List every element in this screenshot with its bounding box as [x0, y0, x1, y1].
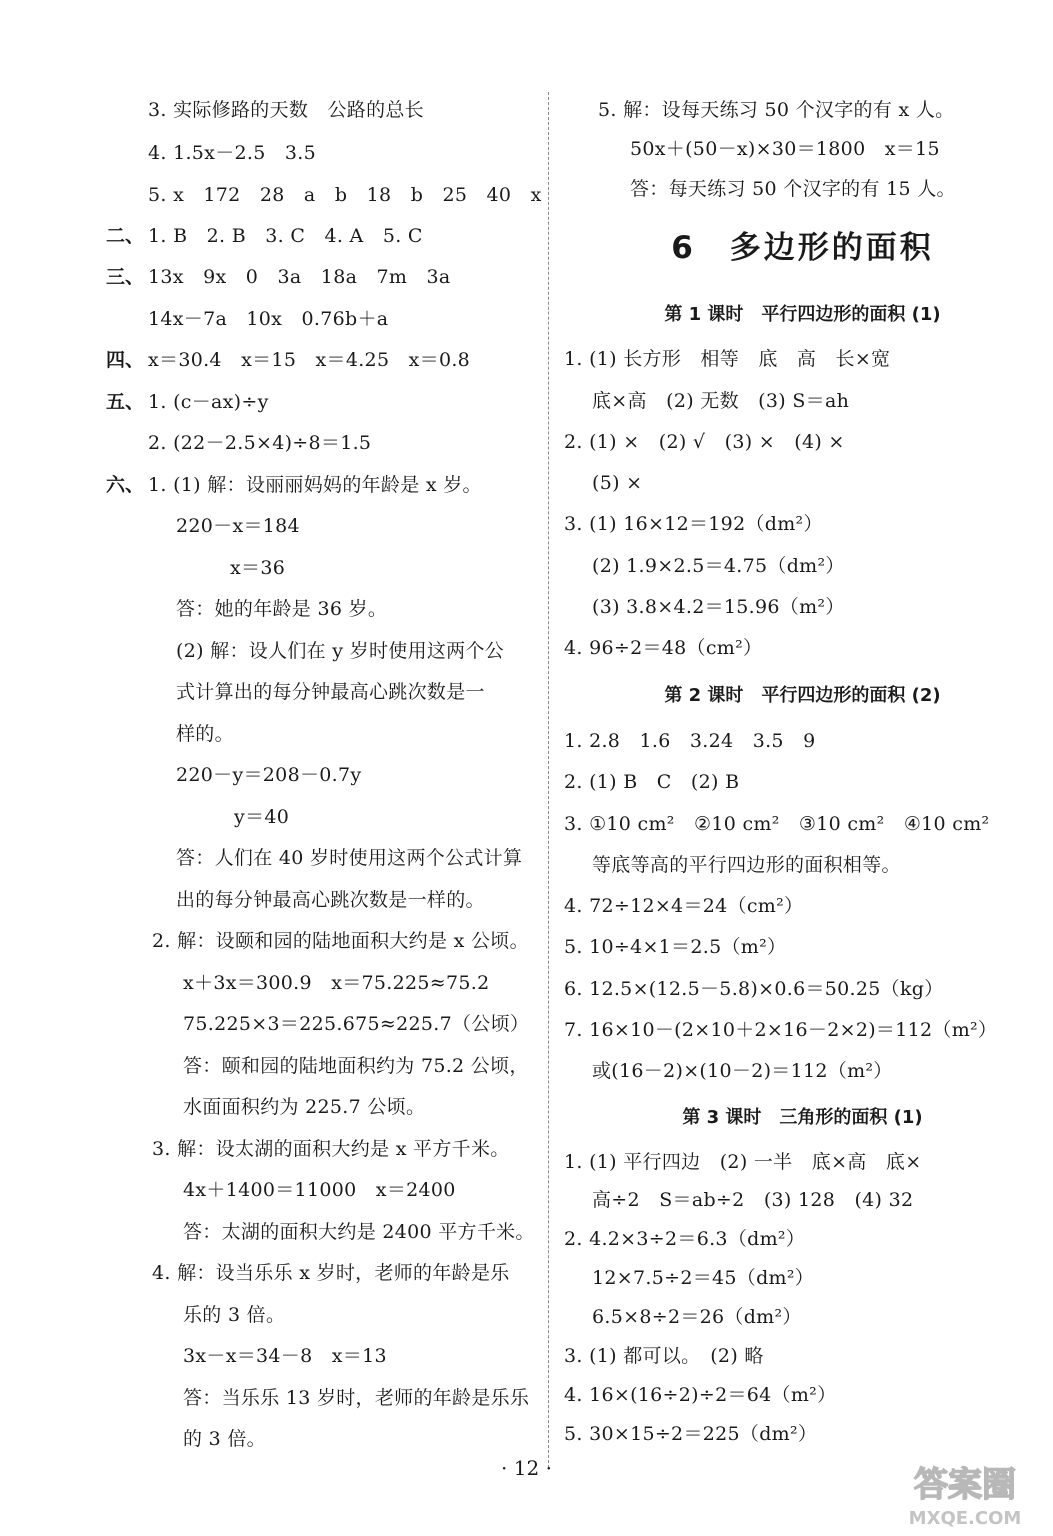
watermark-logo [885, 1460, 1045, 1530]
answer-line: x＝36 [230, 557, 286, 579]
answer-line: 乐的 3 倍。 [183, 1304, 286, 1326]
answer-line: 3. ①10 cm² ②10 cm² ③10 cm² ④10 cm² [564, 813, 990, 835]
answer-line: 答：她的年龄是 36 岁。 [176, 598, 388, 620]
answer-line: 2. 解：设颐和园的陆地面积大约是 x 公顷。 [152, 930, 529, 952]
answer-line: 6.5×8÷2＝26（dm²） [592, 1306, 802, 1328]
answer-line: 50x＋(50－x)×30＝1800 x＝15 [630, 138, 940, 160]
answer-line: 1. (c－ax)÷y [148, 391, 269, 413]
column-divider [548, 92, 549, 1468]
answer-line: 5. 解：设每天练习 50 个汉字的有 x 人。 [598, 99, 955, 121]
answer-line: 水面面积约为 225.7 公顷。 [183, 1096, 426, 1118]
section-marker: 二、 [106, 225, 145, 247]
lesson-title: 第 2 课时 平行四边形的面积 (2) [664, 685, 941, 706]
answer-line: 答：当乐乐 13 岁时，老师的年龄是乐乐 [183, 1387, 530, 1409]
lesson-title: 第 3 课时 三角形的面积 (1) [682, 1107, 923, 1128]
section-marker: 六、 [106, 474, 145, 496]
answer-line: 4. 1.5x－2.5 3.5 [148, 142, 317, 164]
answer-line: 12×7.5÷2＝45（dm²） [592, 1267, 815, 1289]
answer-line: 样的。 [176, 723, 234, 745]
answer-line: 答：每天练习 50 个汉字的有 15 人。 [630, 178, 956, 200]
answer-line: 220－y＝208－0.7y [176, 764, 362, 786]
watermark-url: MXQE.COM [908, 1508, 1022, 1529]
answer-line: 或(16－2)×(10－2)＝112（m²） [592, 1060, 893, 1082]
answer-line: 3. 解：设太湖的面积大约是 x 平方千米。 [152, 1138, 510, 1160]
answer-line: 2. (1) B C (2) B [564, 771, 740, 793]
answer-line: 2. (1) × (2) √ (3) × (4) × [564, 431, 845, 453]
answer-line: 答：人们在 40 岁时使用这两个公式计算 [176, 847, 523, 869]
answer-line: (3) 3.8×4.2＝15.96（m²） [592, 596, 845, 618]
answer-line: 13x 9x 0 3a 18a 7m 3a [148, 266, 451, 288]
answer-line: 4x＋1400＝11000 x＝2400 [183, 1179, 456, 1201]
answer-line: 4. 解：设当乐乐 x 岁时，老师的年龄是乐 [152, 1262, 510, 1284]
answer-line: 答：颐和园的陆地面积约为 75.2 公顷， [183, 1055, 529, 1077]
answer-line: 4. 96÷2＝48（cm²） [564, 637, 763, 659]
answer-line: 出的每分钟最高心跳次数是一样的。 [176, 889, 485, 911]
answer-line: 1. (1) 长方形 相等 底 高 长×宽 [564, 348, 891, 370]
answer-line: 答：太湖的面积大约是 2400 平方千米。 [183, 1221, 535, 1243]
answer-line: 1. (1) 平行四边 (2) 一半 底×高 底× [564, 1151, 922, 1173]
answer-line: 1. (1) 解：设丽丽妈妈的年龄是 x 岁。 [148, 474, 482, 496]
section-marker: 四、 [106, 349, 145, 371]
page-number: · 12 · [501, 1456, 552, 1480]
answer-line: 等底等高的平行四边形的面积相等。 [592, 854, 901, 876]
chapter-title: 6 多边形的面积 [671, 230, 934, 266]
answer-line: x＋3x＝300.9 x＝75.225≈75.2 [183, 972, 490, 994]
answer-line: 220－x＝184 [176, 515, 300, 537]
answer-line: 的 3 倍。 [183, 1428, 266, 1450]
section-marker: 五、 [106, 391, 145, 413]
answer-line: 5. 10÷4×1＝2.5（m²） [564, 936, 787, 958]
section-marker: 三、 [106, 266, 145, 288]
answer-line: 5. x 172 28 a b 18 b 25 40 x [148, 184, 542, 206]
answer-line: 3. (1) 16×12＝192（dm²） [564, 513, 823, 535]
answer-line: 3. 实际修路的天数 公路的总长 [148, 99, 424, 121]
answer-line: 4. 72÷12×4＝24（cm²） [564, 895, 804, 917]
answer-line: 底×高 (2) 无数 (3) S＝ah [592, 390, 850, 412]
answer-line: 2. (22－2.5×4)÷8＝1.5 [148, 432, 372, 454]
watermark-logo-text: 答案圈 [914, 1465, 1016, 1505]
answer-line: 1. B 2. B 3. C 4. A 5. C [148, 225, 423, 247]
lesson-title: 第 1 课时 平行四边形的面积 (1) [664, 304, 941, 325]
answer-line: y＝40 [234, 806, 290, 828]
answer-line: 3. (1) 都可以。 (2) 略 [564, 1345, 764, 1367]
answer-line: 6. 12.5×(12.5－5.8)×0.6＝50.25（kg） [564, 978, 944, 1000]
answer-line: (5) × [592, 472, 643, 494]
answer-line: (2) 1.9×2.5＝4.75（dm²） [592, 555, 845, 577]
answer-line: x＝30.4 x＝15 x＝4.25 x＝0.8 [148, 349, 471, 371]
answer-line: 75.225×3＝225.675≈225.7（公顷） [183, 1013, 530, 1035]
answer-line: 14x－7a 10x 0.76b＋a [148, 308, 389, 330]
answer-line: 2. 4.2×3÷2＝6.3（dm²） [564, 1228, 806, 1250]
answer-line: (2) 解：设人们在 y 岁时使用这两个公 [176, 640, 505, 662]
answer-line: 高÷2 S＝ab÷2 (3) 128 (4) 32 [592, 1189, 914, 1211]
answer-line: 式计算出的每分钟最高心跳次数是一 [176, 681, 485, 703]
answer-line: 4. 16×(16÷2)÷2＝64（m²） [564, 1384, 837, 1406]
answer-line: 7. 16×10－(2×10＋2×16－2×2)＝112（m²） [564, 1019, 998, 1041]
answer-line: 5. 30×15÷2＝225（dm²） [564, 1423, 818, 1445]
answer-line: 3x－x＝34－8 x＝13 [183, 1345, 387, 1367]
answer-line: 1. 2.8 1.6 3.24 3.5 9 [564, 730, 816, 752]
